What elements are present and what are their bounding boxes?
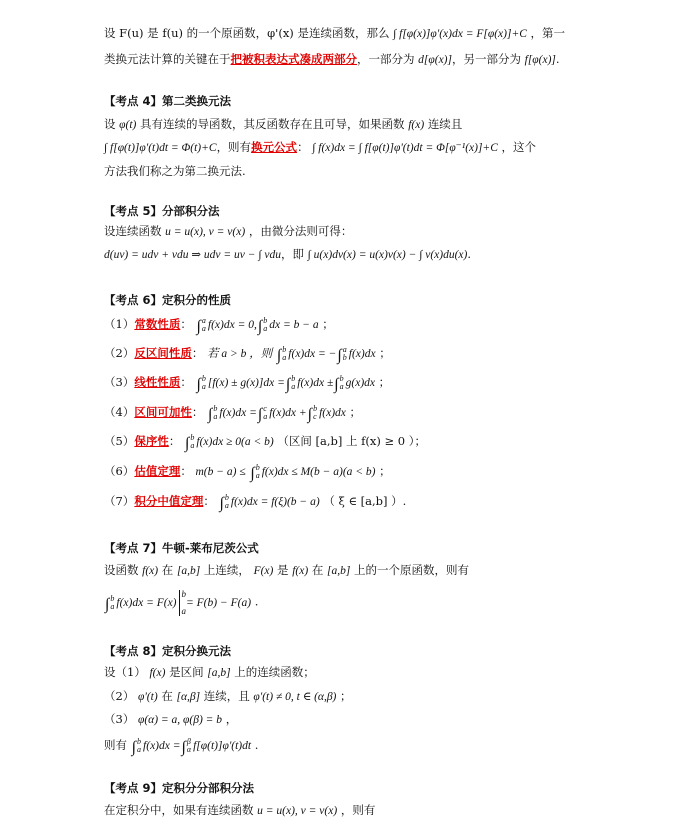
lower-limit: a <box>255 471 260 481</box>
upper-limit: b <box>110 594 115 603</box>
property-item-2 <box>104 345 391 364</box>
formula-substitution-1: ∫ f[φ(x)]φ'(x)dx = F[φ(x)]+C <box>393 28 527 40</box>
integral-sign: ∫ <box>196 376 201 393</box>
text: ： <box>191 405 204 419</box>
text: ： <box>168 434 181 448</box>
lower-limit: a <box>282 353 287 363</box>
text: 连续且 <box>427 117 463 131</box>
text: 是 <box>277 563 289 577</box>
condition-note: （ ξ ∈ [a,b] ） <box>323 494 403 508</box>
text: ； <box>379 346 391 360</box>
formula: φ(t) <box>119 119 137 131</box>
formula: f(x)dx + <box>269 407 307 419</box>
s4-line-3: 方法我们称之为第二换元法. <box>104 164 246 178</box>
upper-limit: b <box>263 316 268 326</box>
formula: f(x) <box>292 565 309 577</box>
property-item-6 <box>104 463 391 482</box>
heading-section-6: 【考点 6】定积分的性质 <box>104 293 232 307</box>
property-name: 积分中值定理 <box>134 494 204 508</box>
upper-limit: b <box>224 493 229 503</box>
formula: f(x)dx = 0, <box>207 319 257 331</box>
formula: d(uv) = udv + vdu ⇒ udv = uv − ∫ vdu <box>104 249 281 261</box>
upper-limit: b <box>201 374 206 384</box>
lower-limit: a <box>263 412 268 422</box>
formula: f(x)dx = <box>219 407 257 419</box>
item-number: （4） <box>104 405 135 419</box>
integral-sign: ∫ <box>184 435 190 452</box>
evaluation-bar <box>179 590 180 616</box>
upper-limit: b <box>282 345 287 355</box>
text: ： <box>180 317 192 331</box>
text: ； <box>378 375 391 389</box>
integral-sign: ∫ <box>257 406 263 423</box>
formula: φ'(t) <box>137 691 158 703</box>
s8-substitution-formula <box>104 737 258 756</box>
formula: φ'(t) ≠ 0, t ∈ (α,β) <box>253 691 337 703</box>
integral-sign: ∫ <box>250 465 255 482</box>
text: 上连续， <box>203 563 250 577</box>
upper-limit: b <box>213 404 218 414</box>
property-item-1 <box>104 316 334 335</box>
property-item-5 <box>104 433 426 452</box>
text: ； <box>322 317 334 331</box>
text: 上的连续函数； <box>234 665 315 679</box>
item-number: （1） <box>104 317 135 331</box>
intro-line-1 <box>104 25 565 42</box>
formula: f(x)dx = − <box>288 348 337 360</box>
formula: φ(α) = a, φ(β) = b <box>137 714 223 726</box>
lower-limit: a <box>201 324 206 334</box>
integral-sign: ∫ <box>337 347 342 364</box>
formula: f(x) <box>142 565 159 577</box>
property-name: 估值定理 <box>134 464 181 478</box>
s9-line-1 <box>104 802 375 819</box>
text: 在 <box>161 563 174 577</box>
lower-limit: α <box>186 745 192 755</box>
property-name: 区间可加性 <box>134 405 192 419</box>
text: ，一部分为 <box>357 52 415 66</box>
text: ，则有 <box>216 140 252 154</box>
lower-limit: a <box>263 324 268 334</box>
upper-limit: b <box>313 404 318 414</box>
formula: [α,β] <box>176 691 201 703</box>
highlight-key-phrase: 换元公式 <box>251 140 298 154</box>
formula: f(x)dx <box>319 407 346 419</box>
upper-limit: b <box>339 374 344 384</box>
formula: f(x)dx = <box>143 740 181 752</box>
text: 是区间 <box>169 665 204 679</box>
upper-limit: b <box>137 737 142 747</box>
formula: f(x) <box>149 667 166 679</box>
s8-line-1 <box>104 664 315 681</box>
upper-limit: b <box>181 589 187 599</box>
lower-limit: a <box>190 441 195 451</box>
text: 设 <box>104 117 116 131</box>
text: 设（1） <box>104 665 146 679</box>
s4-line-1 <box>104 116 462 133</box>
text: ： <box>180 375 192 389</box>
s8-line-2 <box>104 688 352 705</box>
text: 在 <box>161 689 173 703</box>
lower-limit: a <box>181 606 187 616</box>
text: . <box>555 52 560 66</box>
text: ， <box>225 712 238 726</box>
integral-sign: ∫ <box>285 376 291 393</box>
upper-limit: b <box>291 374 296 384</box>
text: 具有连续的导函数，其反函数存在且可导，如果函数 <box>140 117 405 131</box>
formula: f(x)dx <box>348 348 376 360</box>
formula: g(x)dx <box>345 377 376 389</box>
condition-note: （区间 [a,b] 上 f(x) ≥ 0 ） <box>277 434 415 448</box>
heading-section-5: 【考点 5】分部积分法 <box>104 204 220 218</box>
s5-line-2 <box>104 246 471 263</box>
formula: [a,b] <box>176 565 201 577</box>
text: . <box>254 594 259 609</box>
text: . <box>402 494 407 508</box>
integral-sign: ∫ <box>307 406 313 423</box>
text: 类换元法计算的关键在于 <box>104 52 231 66</box>
formula-second-substitution: ∫ f(x)dx = ∫ f[φ(t)]φ'(t)dt = Φ[φ⁻¹(x)]+C <box>312 142 498 154</box>
integral-sign: ∫ <box>131 739 137 756</box>
lower-limit: a <box>291 382 296 392</box>
text: ，另一部分为 <box>451 52 521 66</box>
formula: m(b − a) ≤ <box>195 466 246 478</box>
formula: d[φ(x)] <box>418 54 452 66</box>
highlight-key-phrase: 把被积表达式凑成两部分 <box>230 52 357 66</box>
heading-section-9: 【考点 9】定积分分部积分法 <box>104 781 255 795</box>
formula: f(x) <box>408 119 425 131</box>
property-name: 线性性质 <box>134 375 181 389</box>
lower-limit: a <box>201 382 206 392</box>
text: 设连续函数 <box>104 224 162 238</box>
intro-line-2 <box>104 51 560 68</box>
text: 连续，且 <box>203 689 250 703</box>
formula: u = u(x), v = v(x) <box>257 805 338 817</box>
formula: 若 a > b ，则 <box>206 348 273 360</box>
text: ，即 <box>281 247 304 261</box>
property-item-3 <box>104 374 390 393</box>
formula: f(x)dx ≥ 0(a < b) <box>196 436 274 448</box>
integral-sign: ∫ <box>181 739 186 756</box>
formula: ∫ f[φ(t)]φ'(t)dt = Φ(t)+C <box>104 142 217 154</box>
lower-limit: c <box>313 412 317 422</box>
s5-line-1 <box>104 223 352 240</box>
text: ，则有 <box>340 803 376 817</box>
formula: f(x)dx ± <box>297 377 334 389</box>
property-name: 保序性 <box>134 434 169 448</box>
lower-limit: a <box>339 382 344 392</box>
formula: = F(b) − F(a) <box>186 596 252 609</box>
upper-limit: a <box>342 345 347 355</box>
text: ，这个 <box>501 140 537 154</box>
text: ，第一 <box>530 26 566 40</box>
text: 上的一个原函数，则有 <box>353 563 469 577</box>
text: ； <box>340 689 352 703</box>
heading-section-7: 【考点 7】牛顿-莱布尼茨公式 <box>104 541 259 555</box>
formula: f[φ(t)]φ'(t)dt <box>193 740 252 752</box>
s8-line-3 <box>104 711 237 728</box>
text: ； <box>349 405 362 419</box>
item-number: （7） <box>104 494 135 508</box>
formula: [a,b] <box>207 667 231 679</box>
upper-limit: β <box>186 737 191 747</box>
text: ； <box>379 464 391 478</box>
formula: [f(x) ± g(x)]dx = <box>207 377 285 389</box>
lower-limit: a <box>224 501 229 511</box>
text: ： <box>297 140 309 154</box>
integral-sign: ∫ <box>196 318 201 335</box>
item-number: （2） <box>104 346 135 360</box>
integral-sign: ∫ <box>257 318 263 335</box>
lower-limit: a <box>137 745 142 755</box>
integral-sign: ∫ <box>276 347 282 364</box>
formula: [a,b] <box>326 565 351 577</box>
text: 设函数 <box>104 563 139 577</box>
formula: dx = b − a <box>269 319 319 331</box>
heading-section-4: 【考点 4】第二类换元法 <box>104 94 232 108</box>
formula: f(x)dx ≤ M(b − a)(a < b) <box>261 466 376 478</box>
upper-limit: b <box>190 433 195 443</box>
formula-integration-by-parts: ∫ u(x)dv(x) = u(x)v(x) − ∫ v(x)du(x) <box>307 249 468 261</box>
item-number: （5） <box>104 434 135 448</box>
property-name: 反区间性质 <box>134 346 192 360</box>
lower-limit: a <box>110 602 115 611</box>
text: （3） <box>104 712 135 726</box>
integral-sign: ∫ <box>219 495 224 512</box>
s7-newton-leibniz-formula <box>104 590 258 616</box>
item-number: （6） <box>104 464 135 478</box>
text: 在 <box>311 563 324 577</box>
formula: F(x) <box>253 565 274 577</box>
text: ； <box>414 434 427 448</box>
lower-limit: b <box>342 353 347 363</box>
text: ： <box>180 464 192 478</box>
property-item-4 <box>104 404 361 423</box>
integral-sign: ∫ <box>334 376 339 393</box>
text: . <box>254 738 259 752</box>
text: 在定积分中，如果有连续函数 <box>104 803 254 817</box>
upper-limit: a <box>201 316 206 326</box>
formula: f(x)dx = f(ξ)(b − a) <box>230 496 320 508</box>
text: （2） <box>104 689 135 703</box>
text: ： <box>203 494 215 508</box>
heading-section-8: 【考点 8】定积分换元法 <box>104 644 232 658</box>
integral-sign: ∫ <box>207 406 213 423</box>
s4-line-2 <box>104 139 536 156</box>
integral-sign: ∫ <box>105 595 110 613</box>
text: ： <box>191 346 204 360</box>
text: . <box>467 247 472 261</box>
s7-line-1 <box>104 562 469 579</box>
property-item-7 <box>104 493 406 512</box>
formula: f(x)dx = F(x) <box>116 596 177 609</box>
text: 设 F(u) 是 f(u) 的一个原函数，φ'(x) 是连续函数，那么 <box>104 26 390 40</box>
text: 则有 <box>104 738 127 752</box>
formula: u = u(x), v = v(x) <box>165 226 246 238</box>
property-name: 常数性质 <box>134 317 181 331</box>
lower-limit: a <box>213 412 218 422</box>
upper-limit: b <box>255 463 260 473</box>
upper-limit: c <box>263 404 267 414</box>
formula: f[φ(x)] <box>524 54 556 66</box>
item-number: （3） <box>104 375 135 389</box>
text: ，由微分法则可得： <box>248 224 353 238</box>
